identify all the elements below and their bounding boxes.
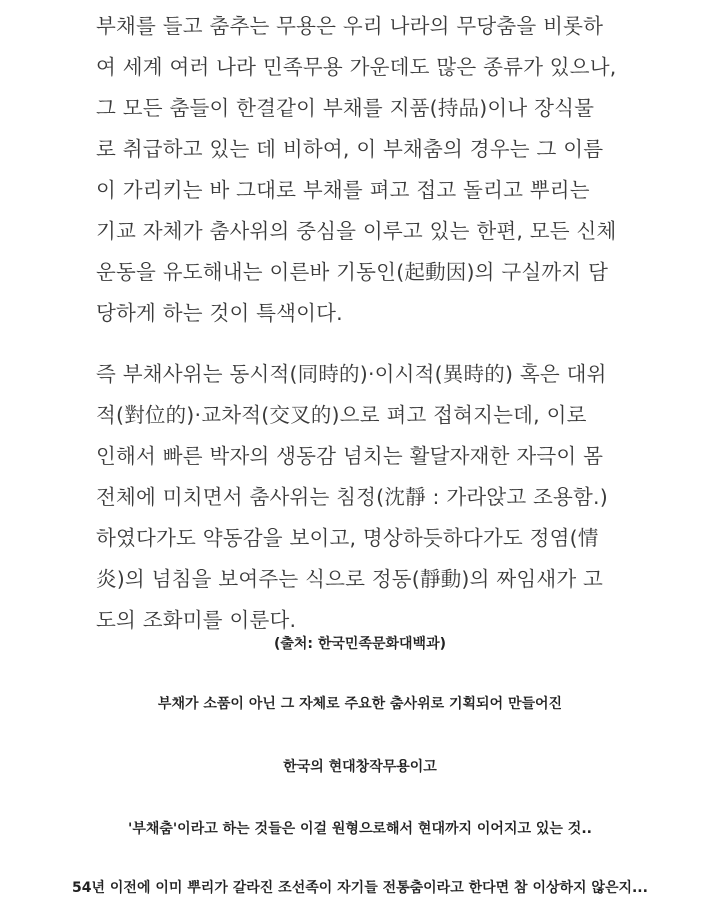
comment-line: '부채춤'이라고 하는 것들은 이걸 원형으로해서 현대까지 이어지고 있는 것.. [128,821,592,837]
quote-line: 여 세계 여러 나라 민족무용 가운데도 많은 종류가 있으나, [96,55,617,79]
quote-line: 기교 자체가 춤사위의 중심을 이루고 있는 한편, 모든 신체 [96,219,617,243]
quote-line: 당하게 하는 것이 특색이다. [96,301,343,325]
quote-line: 도의 조화미를 이룬다. [96,608,297,632]
comment-line: 한국의 현대창작무용이고 [283,759,437,775]
quote-line: 이 가리키는 바 그대로 부채를 펴고 접고 돌리고 뿌리는 [96,178,590,202]
quote-line: 즉 부채사위는 동시적(同時的)·이시적(異時的) 혹은 대위 [96,362,607,386]
quote-line: 운동을 유도해내는 이른바 기동인(起動因)의 구실까지 담 [96,260,609,284]
quote-line: 인해서 빠른 박자의 생동감 넘치는 활달자재한 자극이 몸 [96,444,604,468]
quote-line: 적(對位的)·교차적(交叉的)으로 펴고 접혀지는데, 이로 [96,403,587,427]
quote-line: 부채를 들고 춤추는 무용은 우리 나라의 무당춤을 비롯하 [96,14,604,38]
quote-line: 炎)의 넘침을 보여주는 식으로 정동(靜動)의 짜임새가 고 [96,567,604,591]
comment-line: 부채가 소품이 아닌 그 자체로 주요한 춤사위로 기획되어 만들어진 [157,696,563,712]
quote-line: 전체에 미치면서 춤사위는 침정(沈靜 : 가라앉고 조용함.) [96,485,608,509]
quote-line: 그 모든 춤들이 한결같이 부채를 지품(持品)이나 장식물 [96,96,595,120]
quote-line: 로 취급하고 있는 데 비하여, 이 부채춤의 경우는 그 이름 [96,137,604,161]
quote-line: 하였다가도 약동감을 보이고, 명상하듯하다가도 정염(情 [96,526,599,550]
quote-source: (출처: 한국민족문화대백과) [273,636,447,652]
comment-line: 54년 이전에 이미 뿌리가 갈라진 조선족이 자기들 전통춤이라고 한다면 참 이상하지 않은지... [72,880,648,896]
